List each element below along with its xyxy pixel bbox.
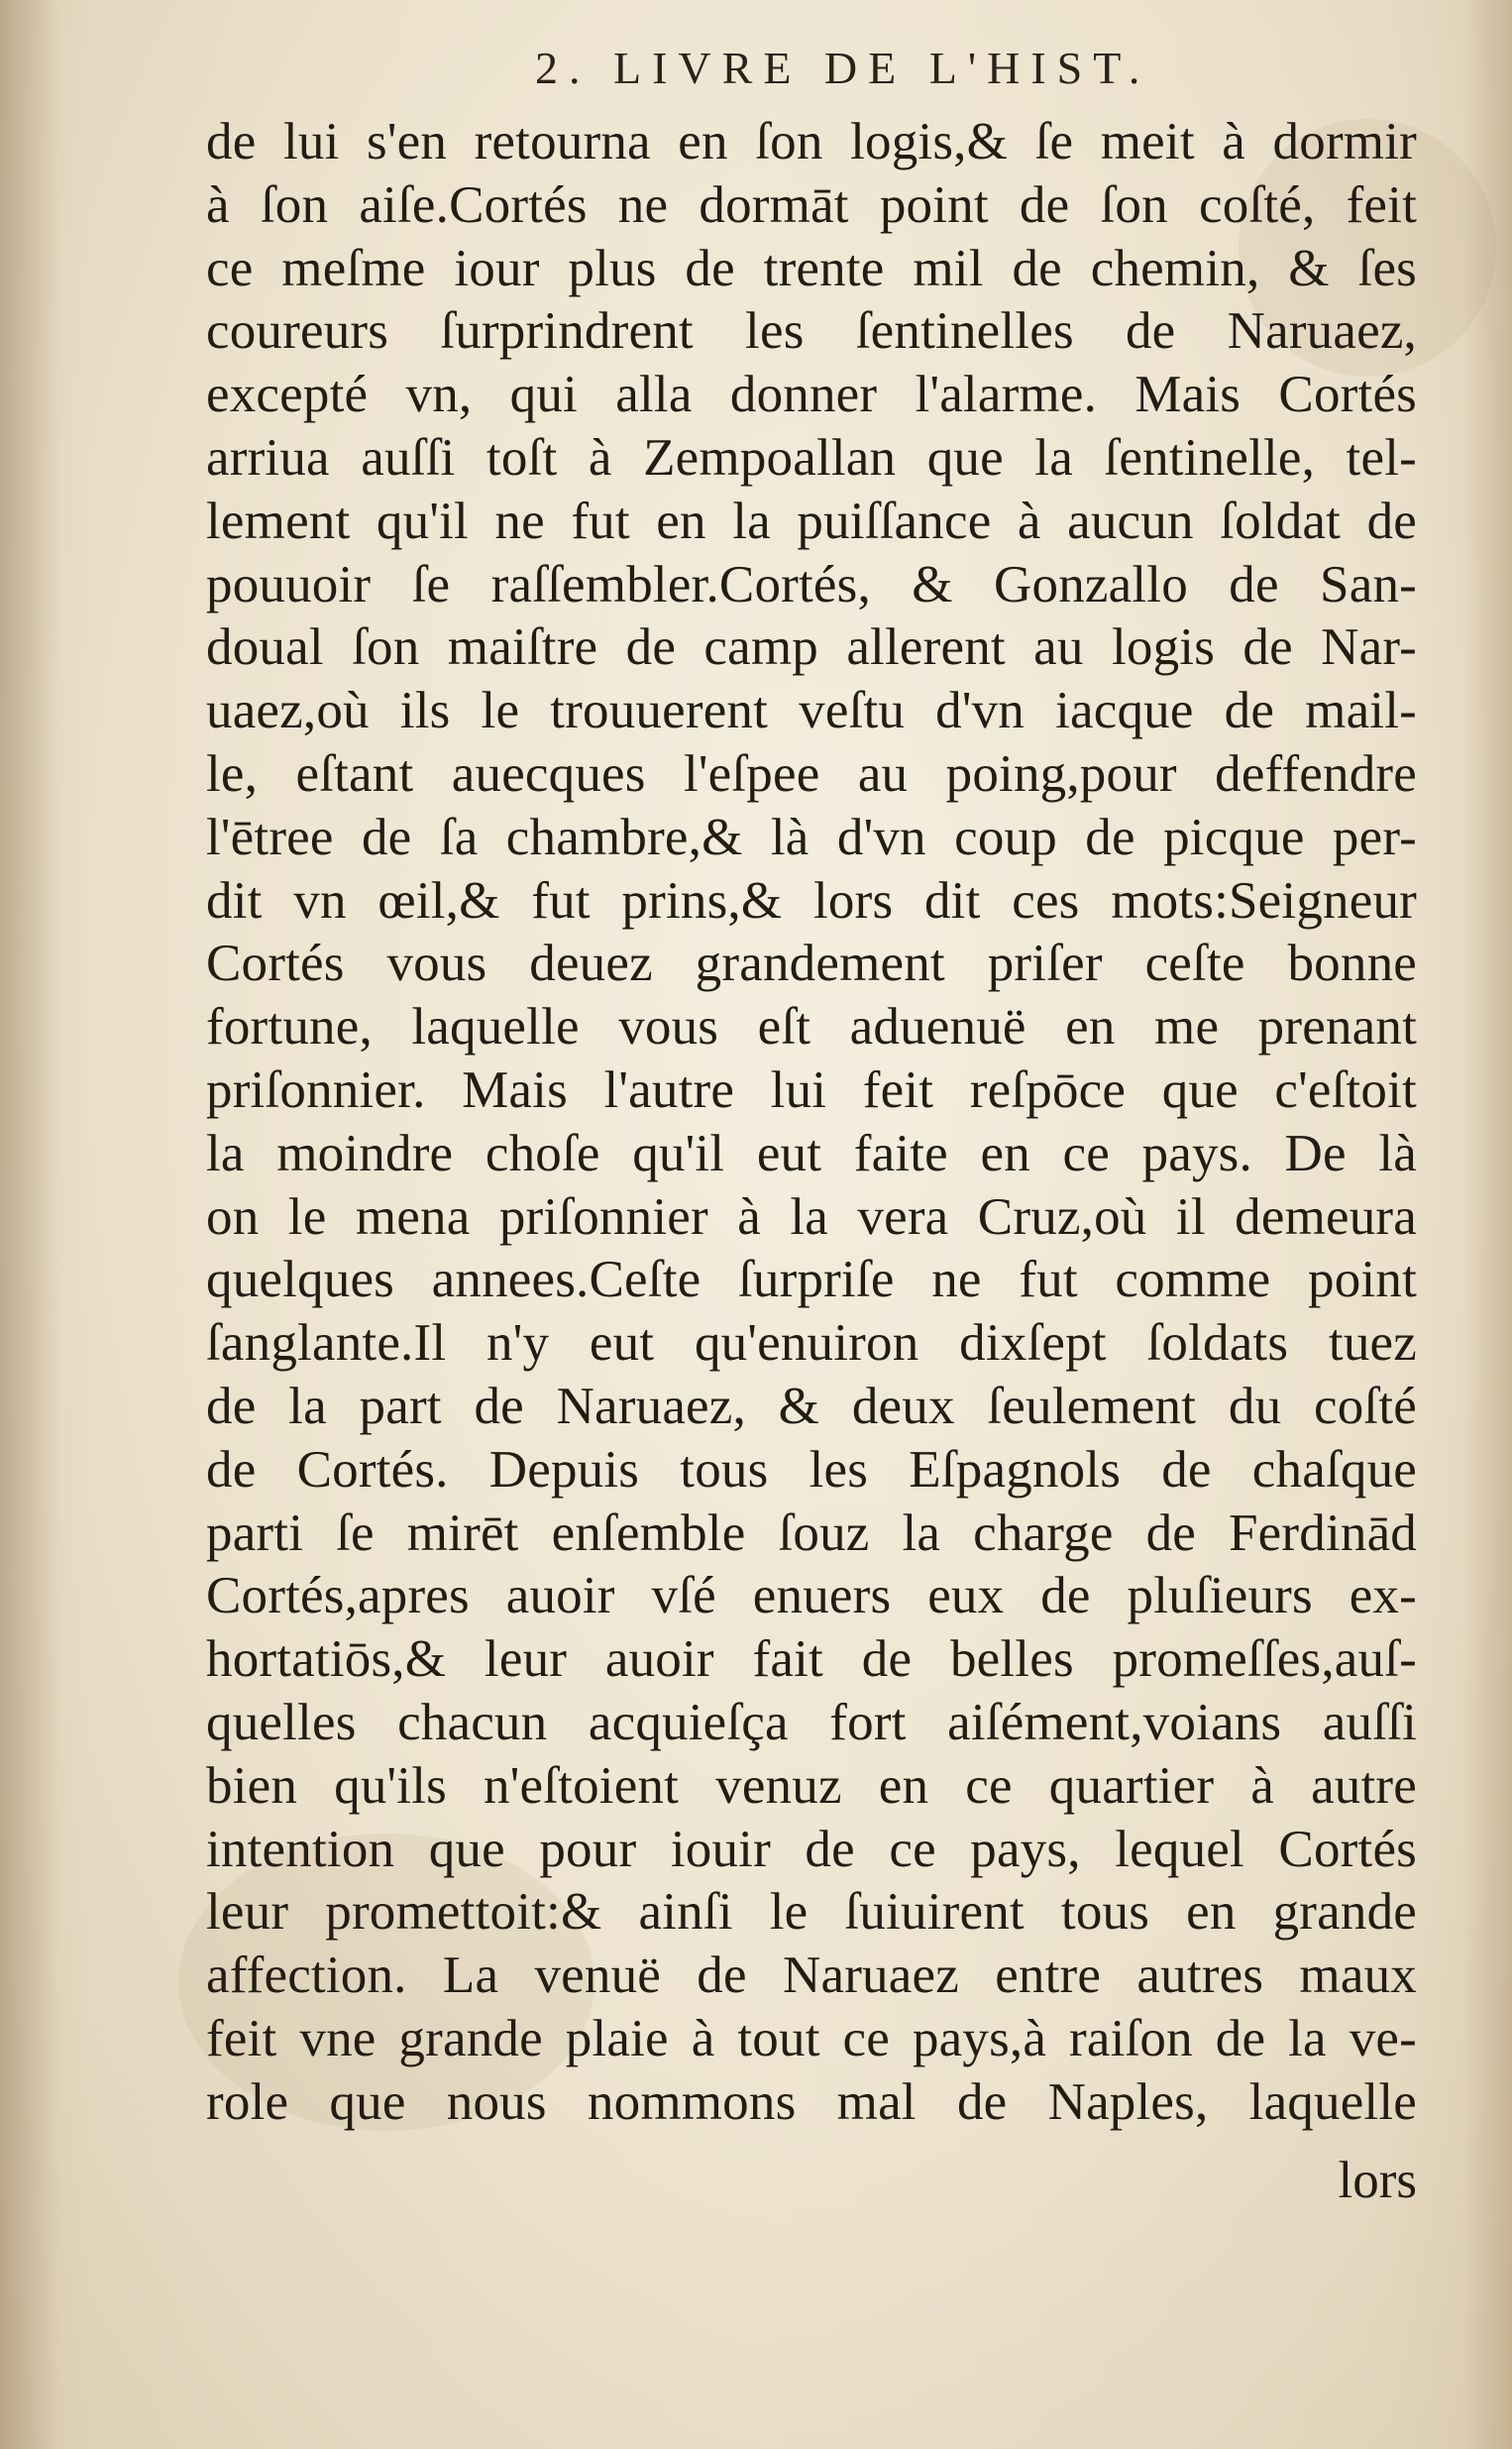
text-line: ce meſme iour plus de trente mil de chemin, & ſes [206,239,1417,297]
text-line: fortune, laquelle vous eſt aduenuë en me prenant [206,998,1417,1057]
text-line: parti ſe mirēt enſemble ſouz la charge de Ferdinād [206,1503,1417,1562]
catchword: lors [1338,2152,1417,2209]
text-line: de Cortés. Depuis tous les Eſpagnols de chaſque [206,1440,1417,1499]
text-line: quelles chacun acquieſça fort aiſément,voians auſſi [206,1693,1417,1751]
text-line: l'ētree de ſa chambre,& là d'vn coup de picque per- [206,808,1417,866]
text-line: quelques annees.Ceſte ſurpriſe ne fut comme point [206,1251,1417,1309]
text-line: de la part de Naruaez, & deux ſeulement du coſté [206,1377,1417,1435]
text-line: Cortés,apres auoir vſé enuers eux de pluſieurs ex- [206,1567,1417,1625]
text-line: pouuoir ſe raſſembler.Cortés, & Gonzallo de San- [206,555,1417,613]
running-head: 2. LIVRE DE L'HIST. [535,43,1151,93]
text-line: le, eſtant auecques l'eſpee au poing,pour deffendre [206,744,1417,803]
page-gutter-shadow [0,0,59,2449]
text-line: feit vne grande plaie à tout ce pays,à raiſon de la ve- [206,2009,1417,2067]
text-line: uaez,où ils le trouuerent veſtu d'vn iacque de mail- [206,682,1417,740]
text-line: priſonnier. Mais l'autre lui feit reſpōce que c'eſtoit [206,1060,1417,1119]
text-line: excepté vn, qui alla donner l'alarme. Mais Cortés [206,366,1417,424]
text-line: hortatiōs,& leur auoir fait de belles promeſſes,auſ- [206,1630,1417,1689]
text-line: bien qu'ils n'eſtoient venuz en ce quartier à autre [206,1756,1417,1815]
text-line: à ſon aiſe.Cortés ne dormāt point de ſon coſté, feit [206,175,1417,234]
text-line: leur promettoit:& ainſi le ſuiuirent tous en grande [206,1883,1417,1942]
text-line: la moindre choſe qu'il eut faite en ce pays. De là [206,1124,1417,1182]
text-line: affection. La venuë de Naruaez entre autres maux [206,1947,1417,2005]
page-edge-shadow [1462,0,1512,2449]
text-line: doual ſon maiſtre de camp allerent au logis de Nar- [206,618,1417,677]
text-line: dit vn œil,& fut prins,& lors dit ces mots:Seigneur [206,871,1417,930]
text-line: Cortés vous deuez grandement priſer ceſte bonne [206,935,1417,993]
text-line: arriua auſſi toſt à Zempoallan que la ſentinelle, tel- [206,428,1417,487]
body-text [206,111,1417,2135]
text-line: ſanglante.Il n'y eut qu'enuiron dixſept ſoldats tuez [206,1314,1417,1373]
text-line: on le mena priſonnier à la vera Cruz,où il demeura [206,1187,1417,1246]
text-line: coureurs ſurprindrent les ſentinelles de Naruaez, [206,302,1417,361]
text-line: intention que pour iouir de ce pays, lequel Cortés [206,1820,1417,1878]
text-line: de lui s'en retourna en ſon logis,& ſe meit à dormir [206,113,1417,170]
text-line: lement qu'il ne fut en la puiſſance à aucun ſoldat de [206,492,1417,550]
text-line: role que nous nommons mal de Naples, laquelle [206,2072,1417,2131]
